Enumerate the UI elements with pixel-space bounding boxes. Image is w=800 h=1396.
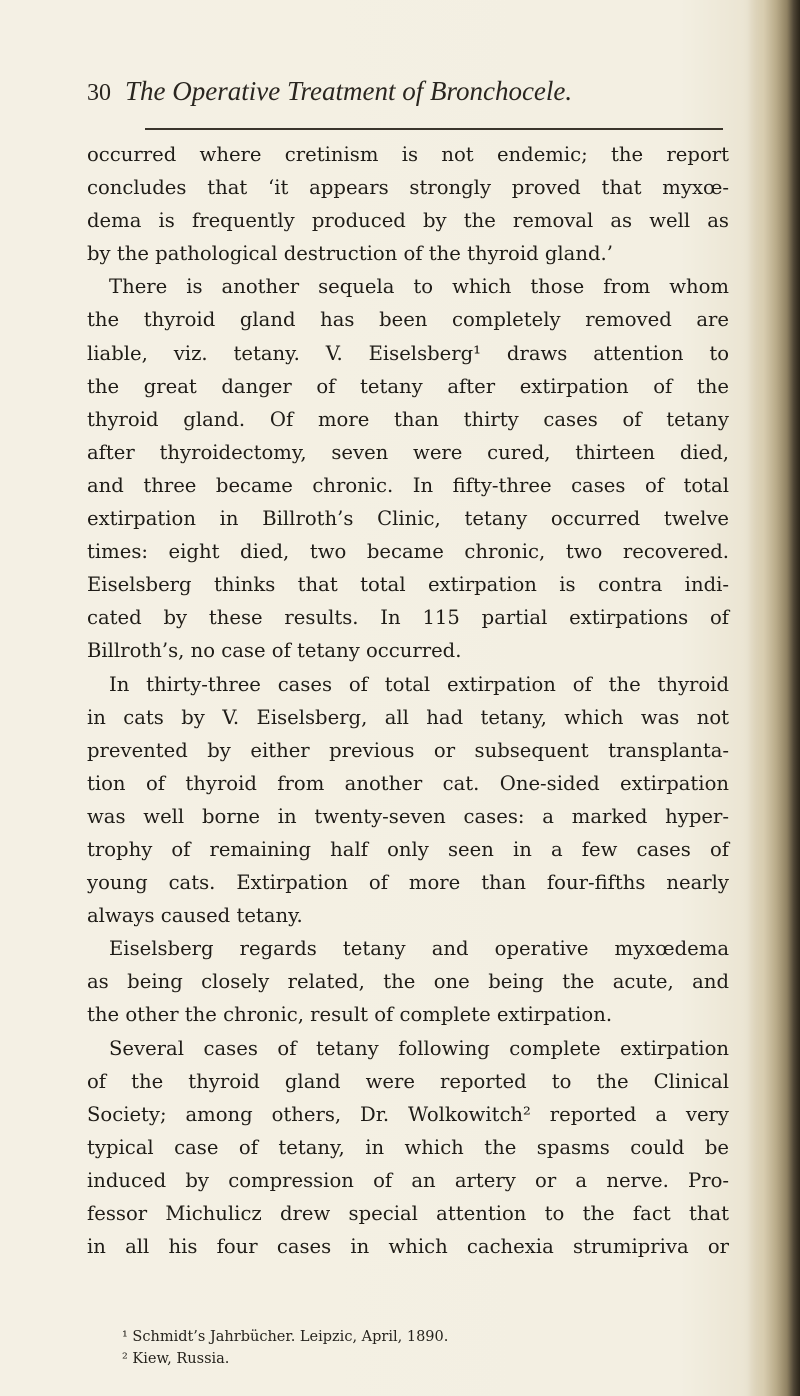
header-rule <box>145 128 723 130</box>
text-line: trophy of remaining half only seen in a few cases of <box>87 837 729 861</box>
text-line: young cats. Extirpation of more than four-fifths nearly <box>87 871 729 895</box>
footnote-1: ¹ Schmidt’s Jahrbücher. Leipzic, April, 1890. <box>122 1329 449 1345</box>
text-line: prevented by either previous or subsequent transplanta- <box>87 738 729 762</box>
text-line: the other the chronic, result of complete extirpation. <box>87 1003 613 1027</box>
text-line: the great danger of tetany after extirpation of the <box>87 374 729 398</box>
text-line: liable, viz. tetany. V. Eiselsberg¹ draws attention to <box>87 341 729 365</box>
text-line: extirpation in Billroth’s Clinic, tetany occurred twelve <box>87 507 729 531</box>
footnotes <box>108 1326 708 1370</box>
page-edge-shadow <box>748 0 800 1396</box>
text-line: occurred where cretinism is not endemic; the report <box>87 143 729 166</box>
text-line: by the pathological destruction of the thyroid gland.’ <box>87 242 613 266</box>
text-line: induced by compression of an artery or a nerve. Pro- <box>87 1168 729 1192</box>
text-line: Eiselsberg thinks that total extirpation is contra indi- <box>87 573 729 597</box>
text-line: Billroth’s, no case of tetany occurred. <box>87 639 462 663</box>
text-line: cated by these results. In 115 partial extirpations of <box>87 606 729 630</box>
text-line: Society; among others, Dr. Wolkowitch² reported a very <box>87 1102 729 1126</box>
page-number: 30 <box>87 80 111 106</box>
text-line: the thyroid gland has been completely removed are <box>87 308 729 332</box>
text-line: of the thyroid gland were reported to the Clinical <box>87 1069 729 1093</box>
text-line: Several cases of tetany following complete extirpation <box>109 1036 729 1060</box>
text-line: There is another sequela to which those from whom <box>109 275 729 299</box>
text-line: dema is frequently produced by the removal as well as <box>87 209 729 233</box>
footnote-2: ² Kiew, Russia. <box>122 1351 230 1367</box>
text-line: and three became chronic. In fifty-three cases of total <box>87 473 729 497</box>
text-line: times: eight died, two became chronic, two recovered. <box>87 540 729 564</box>
text-line: always caused tetany. <box>87 904 303 928</box>
text-line: thyroid gland. Of more than thirty cases of tetany <box>87 407 729 431</box>
text-line: typical case of tetany, in which the spasms could be <box>87 1135 729 1159</box>
text-line: as being closely related, the one being the acute, and <box>87 970 729 994</box>
running-header <box>87 76 727 116</box>
body-text <box>87 138 729 1263</box>
text-line: was well borne in twenty-seven cases: a marked hyper- <box>87 804 729 828</box>
text-line: concludes that ‘it appears strongly proved that myxœ- <box>87 176 729 200</box>
text-line: Eiselsberg regards tetany and operative myxœdema <box>109 937 729 961</box>
text-line: in all his four cases in which cachexia strumipriva or <box>87 1235 729 1259</box>
running-title: The Operative Treatment of Bronchocele. <box>125 76 573 106</box>
text-line: after thyroidectomy, seven were cured, thirteen died, <box>87 440 729 464</box>
text-line: fessor Michulicz drew special attention to the fact that <box>87 1202 729 1225</box>
text-line: In thirty-three cases of total extirpation of the thyroid <box>109 672 729 696</box>
text-line: in cats by V. Eiselsberg, all had tetany, which was not <box>87 705 729 729</box>
text-line: tion of thyroid from another cat. One-sided extirpation <box>87 771 729 795</box>
